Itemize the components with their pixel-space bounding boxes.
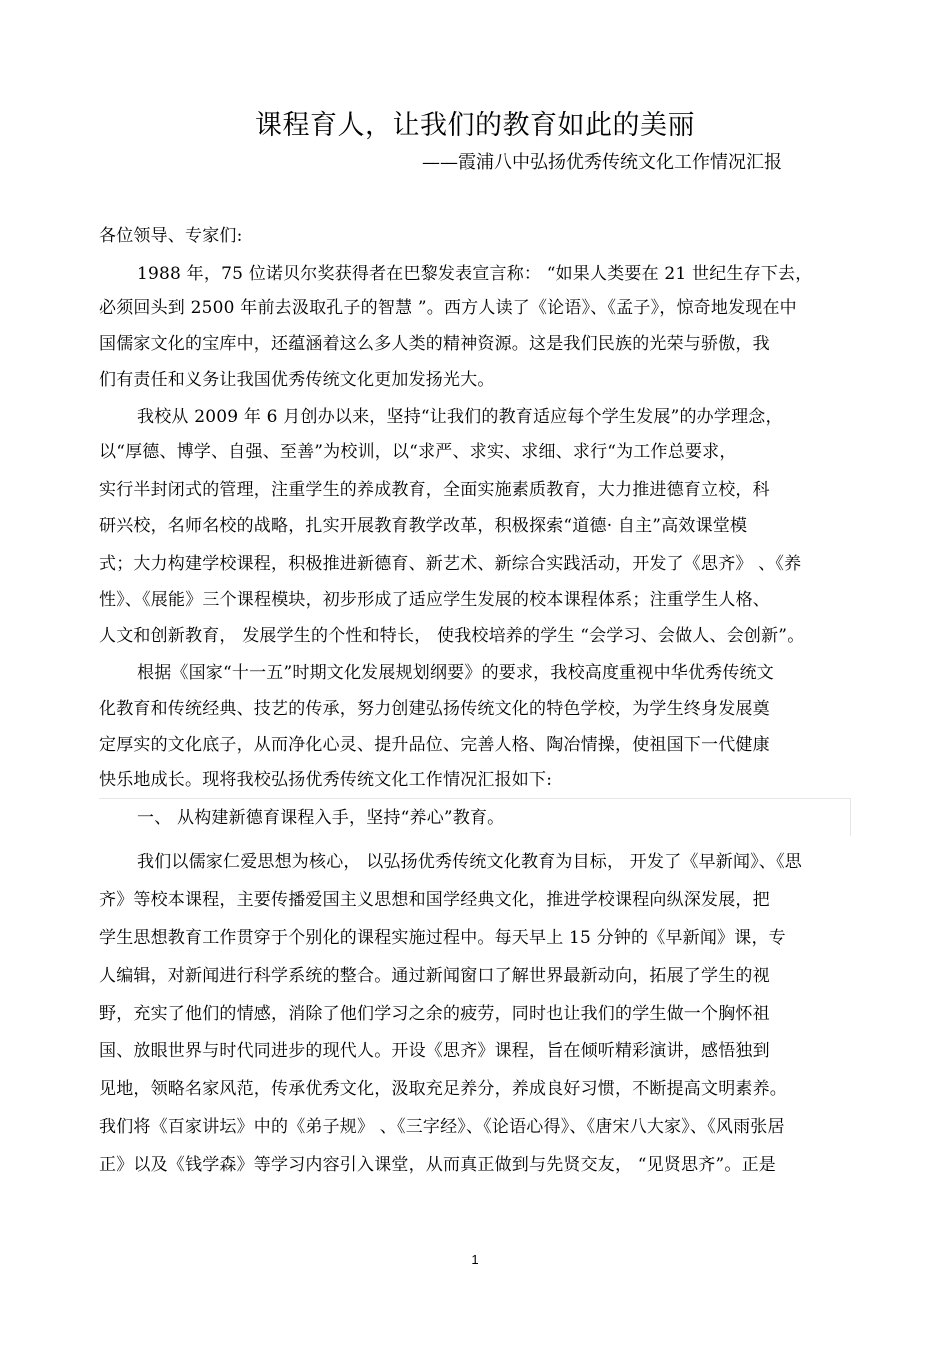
paragraph-line: 我校从 2009 年 6 月创办以来，坚持“让我们的教育适应每个学生发展”的办学理念， (137, 407, 783, 427)
paragraph-line: 见地，领略名家风范，传承优秀文化，汲取充足养分，养成良好习惯，不断提高文明素养。 (99, 1079, 787, 1099)
paragraph-line: 性》、《展能》三个课程模块，初步形成了适应学生发展的校本课程体系；注重学生人格、 (99, 590, 770, 610)
paragraph-line: 正》以及《钱学森》等学习内容引入课堂，从而真正做到与先贤交友， “见贤思齐”。正是 (99, 1155, 776, 1175)
paragraph-line: 式；大力构建学校课程，积极推进新德育、新艺术、新综合实践活动，开发了《思齐》 、《养 (99, 554, 802, 574)
document-title: 课程育人，让我们的教育如此的美丽 (255, 110, 695, 141)
paragraph-line: 以“厚德、博学、自强、至善”为校训，以“求严、求实、求细、求行“为工作总要求， (99, 442, 737, 462)
paragraph-line: 根据《国家“十一五”时期文化发展规划纲要》的要求，我校高度重视中华优秀传统文 (137, 663, 774, 683)
paragraph-line: 快乐地成长。现将我校弘扬优秀传统文化工作情况汇报如下: (99, 770, 553, 790)
paragraph-line: 定厚实的文化底子，从而净化心灵、提升品位、完善人格、陶冶情操，使祖国下一代健康 (99, 735, 770, 755)
paragraph-line: 我们以儒家仁爱思想为核心， 以弘扬优秀传统文化教育为目标， 开发了《早新闻》、《思 (137, 852, 803, 872)
salutation: 各位领导、专家们: (99, 226, 243, 246)
paragraph-line: 野，充实了他们的情感，消除了他们学习之余的疲劳，同时也让我们的学生做一个胸怀祖 (99, 1004, 770, 1024)
paragraph-line: 学生思想教育工作贯穿于个别化的课程实施过程中。每天早上 15 分钟的《早新闻》课，专 (99, 928, 786, 948)
page-number: 1 (471, 1252, 479, 1267)
paragraph-line: 们有责任和义务让我国优秀传统文化更加发扬光大。 (99, 370, 495, 390)
paragraph-line: 人文和创新教育， 发展学生的个性和特长， 使我校培养的学生 “会学习、会做人、会创新”。 (99, 626, 805, 646)
paragraph-line: 研兴校，名师名校的战略，扎实开展教育教学改革，积极探索“道德· 自主”高效课堂模 (99, 516, 748, 536)
section-heading: 一、 从构建新德育课程入手，坚持“养心”教育。 (137, 808, 505, 828)
paragraph-line: 齐》等校本课程，主要传播爱国主义思想和国学经典文化，推进学校课程向纵深发展，把 (99, 890, 770, 910)
document-subtitle: ——霞浦八中弘扬优秀传统文化工作情况汇报 (422, 152, 782, 173)
paragraph-line: 国、放眼世界与时代同进步的现代人。开设《思齐》课程，旨在倾听精彩演讲，感悟独到 (99, 1041, 770, 1061)
paragraph-line: 化教育和传统经典、技艺的传承，努力创建弘扬传统文化的特色学校，为学生终身发展奠 (99, 699, 770, 719)
paragraph-line: 1988 年，75 位诺贝尔奖获得者在巴黎发表宣言称： “如果人类要在 21 世纪生存下去， (137, 264, 813, 284)
paragraph-line: 必须回头到 2500 年前去汲取孔子的智慧 ”。西方人读了《论语》、《孟子》，惊奇地发现在中 (99, 298, 797, 318)
paragraph-line: 实行半封闭式的管理，注重学生的养成教育，全面实施素质教育，大力推进德育立校，科 (99, 480, 770, 500)
paragraph-line: 人编辑，对新闻进行科学系统的整合。通过新闻窗口了解世界最新动向，拓展了学生的视 (99, 966, 770, 986)
paragraph-line: 国儒家文化的宝库中，还蕴涵着这么多人类的精神资源。这是我们民族的光荣与骄傲，我 (99, 334, 770, 354)
paragraph-line: 我们将《百家讲坛》中的《弟子规》 、《三字经》、《论语心得》、《唐宋八大家》、《风雨张居 (99, 1117, 785, 1137)
